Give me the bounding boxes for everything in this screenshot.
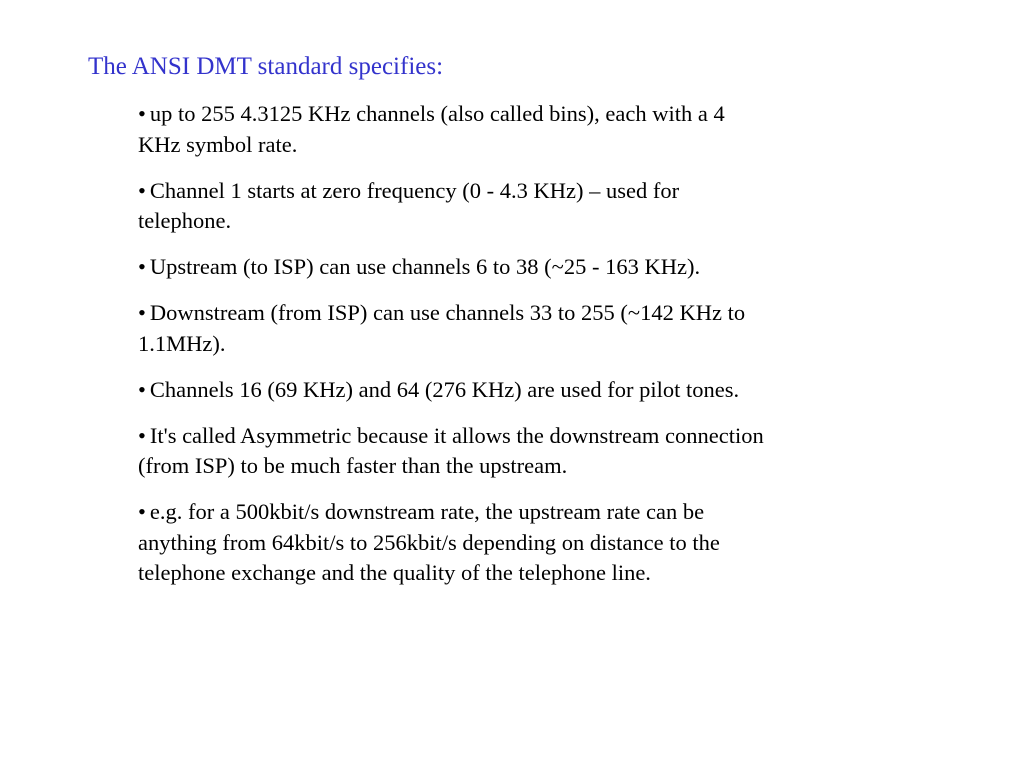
bullet-marker: • <box>138 177 146 203</box>
bullet-item <box>138 252 766 283</box>
bullet-marker: • <box>138 422 146 448</box>
bullet-item <box>138 421 766 482</box>
bullet-marker: • <box>138 376 146 402</box>
bullet-item <box>138 99 766 160</box>
bullet-text: Channel 1 starts at zero frequency (0 - 4.3 KHz) – used for telephone. <box>138 177 680 234</box>
bullet-marker: • <box>138 499 146 525</box>
bullet-text: Downstream (from ISP) can use channels 33 to 255 (~142 KHz to 1.1MHz). <box>138 300 746 356</box>
slide-heading: The ANSI DMT standard specifies: <box>88 53 444 80</box>
bullet-marker: • <box>138 101 146 126</box>
bullet-marker: • <box>138 254 146 280</box>
bullet-item <box>138 375 766 406</box>
bullet-text: It's called Asymmetric because it allows the downstream connection (from ISP) to be much faster than the upstream. <box>138 422 764 479</box>
bullet-text: up to 255 4.3125 KHz channels (also called bins), each with a 4 KHz symbol rate. <box>138 101 725 157</box>
bullet-list <box>138 99 766 604</box>
bullet-marker: • <box>138 300 146 326</box>
bullet-item <box>138 497 766 589</box>
bullet-item <box>138 298 766 359</box>
bullet-item <box>138 176 766 237</box>
bullet-text: e.g. for a 500kbit/s downstream rate, the upstream rate can be anything from 64kbit/s to 256kbit/s depending on distance to the telephone exchange and the quality of the telephone line. <box>138 499 720 586</box>
bullet-text: Upstream (to ISP) can use channels 6 to 38 (~25 - 163 KHz). <box>149 254 701 280</box>
bullet-text: Channels 16 (69 KHz) and 64 (276 KHz) are used for pilot tones. <box>149 376 740 402</box>
